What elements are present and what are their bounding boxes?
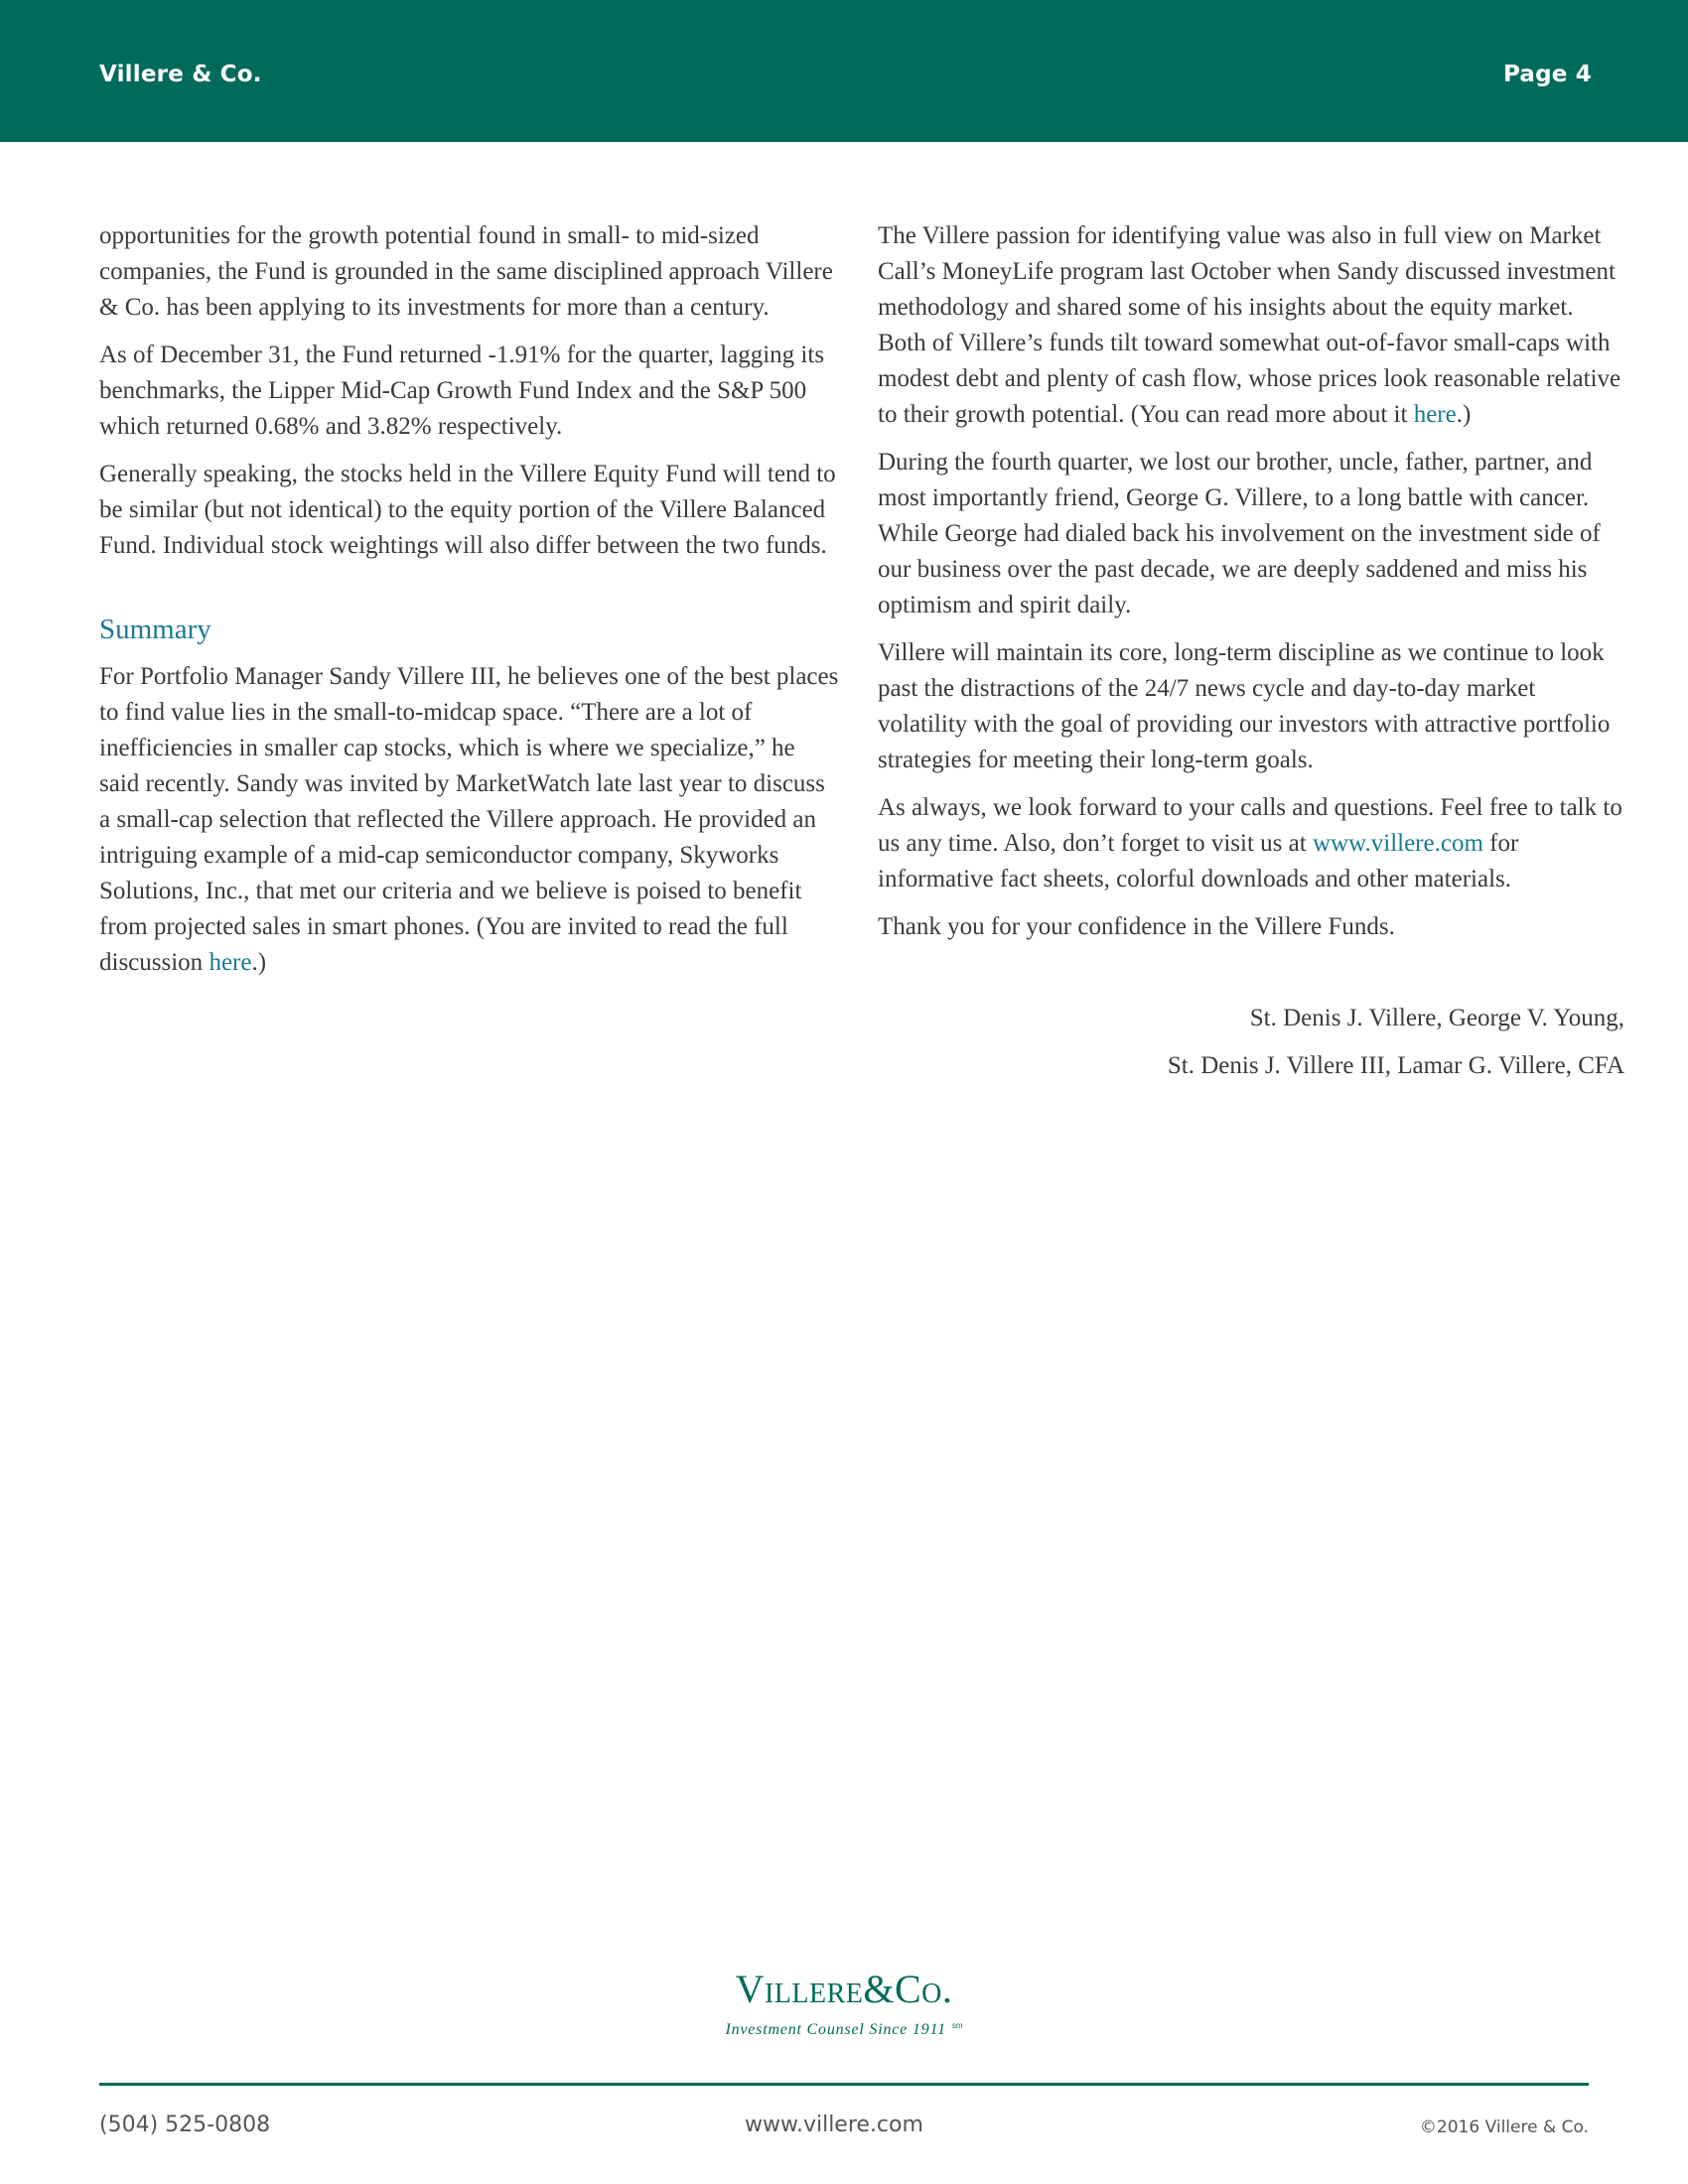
body-paragraph (878, 218, 1624, 433)
logo-wordmark: Villere&Co. (735, 1967, 953, 2011)
body-paragraph (878, 790, 1624, 897)
header-band (0, 0, 1688, 142)
summary-heading: Summary (99, 614, 211, 645)
body-paragraph: opportunities for the growth potential found in small- to mid-sized companies, the Fund is grounded in the same disciplined approach Villere & Co. has been applying to its investments for more than a century. (99, 222, 833, 321)
villere-logo (596, 1966, 1092, 2039)
body-paragraph: Generally speaking, the stocks held in the Villere Equity Fund will tend to be similar (but not identical) to the equity portion of the Villere Balanced Fund. Individual stock weightings will also differ between the two funds. (99, 461, 836, 559)
contact-text: As always, we look forward to your calls and questions. Feel free to talk to us any time. Also, don’t forget to visit us at (878, 794, 1622, 857)
footer-phone: (504) 525-0808 (99, 2113, 271, 2137)
moneylife-text-end: .) (1456, 401, 1472, 428)
summary-paragraph (99, 659, 839, 981)
signature-line: St. Denis J. Villere, George V. Young, (1249, 1005, 1624, 1031)
contact-text-end: for informative fact sheets, colorful downloads and other materials. (878, 830, 1519, 892)
summary-here-link[interactable]: here (209, 949, 252, 976)
footer-website: www.villere.com (745, 2113, 923, 2137)
signature-line: St. Denis J. Villere III, Lamar G. Villere, CFA (1167, 1052, 1624, 1079)
summary-text: For Portfolio Manager Sandy Villere III, he believes one of the best places to find value lies in the small-to-midcap space. “There are a lot of inefficiencies in smaller cap stocks, which is where we specialize,” he said recently. Sandy was invited by MarketWatch late last year to discuss a small-cap selection that reflected the Villere approach. He provided an intriguing example of a mid-cap semiconductor company, Skyworks Solutions, Inc., that met our criteria and we believe is poised to benefit from projected sales in smart phones. (You are invited to read the full discussion (99, 663, 839, 976)
body-paragraph: As of December 31, the Fund returned -1.91% for the quarter, lagging its benchmarks, the Lipper Mid-Cap Growth Fund Index and the S&P 500 which returned 0.68% and 3.82% respectively. (99, 341, 825, 440)
villere-website-link[interactable]: www.villere.com (1312, 830, 1483, 857)
service-mark: sm (951, 2020, 963, 2030)
footer-copyright: ©2016 Villere & Co. (1419, 2117, 1589, 2137)
body-paragraph: During the fourth quarter, we lost our brother, uncle, father, partner, and most importantly friend, George G. Villere, to a long battle with cancer. While George had dialed back his involvement on the investment side of our business over the past decade, we are deeply saddened and miss his optimism and spirit daily. (878, 449, 1601, 618)
closing-paragraph: Thank you for your confidence in the Villere Funds. (878, 913, 1395, 940)
right-column (878, 218, 1624, 1084)
summary-text-end: .) (251, 949, 267, 976)
moneylife-here-link[interactable]: here (1413, 401, 1457, 428)
footer-divider (99, 2083, 1589, 2086)
moneylife-text: The Villere passion for identifying value was also in full view on Market Call’s MoneyLife program last October when Sandy discussed investment methodology and shared some of his insights about the equity market. Both of Villere’s funds tilt toward somewhat out-of-favor small-caps with modest debt and plenty of cash flow, whose prices look reasonable relative to their growth potential. (You can read more about it (878, 222, 1621, 428)
body-paragraph: Villere will maintain its core, long-term discipline as we continue to look past the distractions of the 24/7 news cycle and day-to-day market volatility with the goal of providing our investors with attractive portfolio strategies for meeting their long-term goals. (878, 639, 1611, 773)
left-column (99, 218, 839, 993)
logo-tagline: Investment Counsel Since 1911 (725, 2021, 946, 2038)
header-company-name: Villere & Co. (99, 62, 262, 87)
page-number: Page 4 (1502, 62, 1592, 87)
